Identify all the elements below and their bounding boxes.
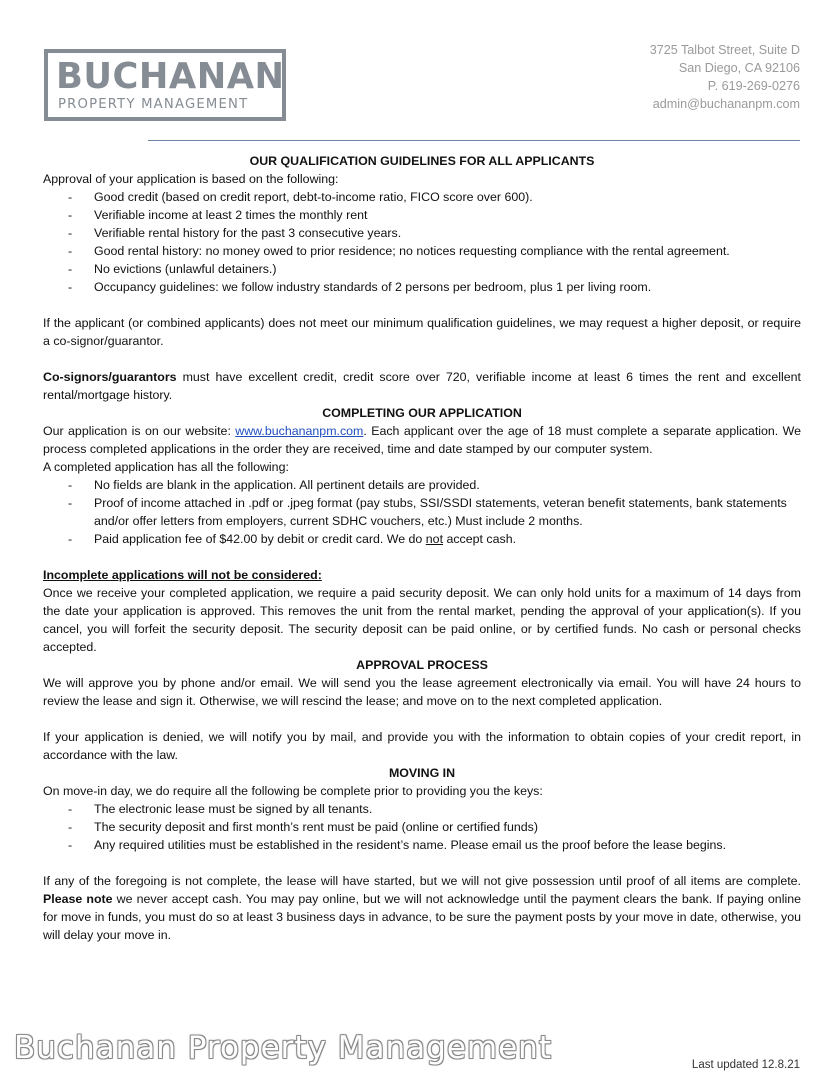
company-logo [44, 49, 286, 121]
incomplete-heading-text: Incomplete applications will not be considered: [43, 568, 322, 582]
denial-paragraph: If your application is denied, we will notify you by mail, and provide you with the information to obtain copies of your credit report, in accordance with the law. [43, 730, 801, 762]
please-note: Please note [43, 892, 113, 906]
approval-paragraph: We will approve you by phone and/or email. We will send you the lease agreement electronically via email. You will have 24 hours to review the lease and sign it. Otherwise, we will rescind the lease; and move on to the next completed application. [43, 676, 801, 708]
completed-application-intro: A completed application has all the following: [43, 460, 289, 474]
higher-deposit-paragraph: If the applicant (or combined applicants) does not meet our minimum qualification guidelines, we may request a higher deposit, or require a co-signor/guarantor. [43, 316, 801, 348]
moving-heading: MOVING IN [388, 766, 456, 780]
cosigner-paragraph [43, 368, 801, 404]
list-item: - Verifiable rental history for the past 3 consecutive years. [43, 224, 801, 242]
list-item: - Good credit (based on credit report, debt-to-income ratio, FICO score over 600). [43, 188, 801, 206]
list-item: - Verifiable income at least 2 times the monthly rent [43, 206, 801, 224]
list-item: - Any required utilities must be established in the resident’s name. Please email us the proof before the lease begins. [43, 836, 801, 854]
list-item: - Good rental history: no money owed to prior residence; no notices requesting compliance with the rental agreement. [43, 242, 801, 260]
list-item: - The security deposit and first month’s rent must be paid (online or certified funds) [43, 818, 801, 836]
fee-text-before: Paid application fee of $42.00 by debit or credit card. We do [94, 532, 426, 546]
header-divider [148, 140, 800, 141]
last-updated: Last updated 12.8.21 [691, 1059, 800, 1071]
final-paragraph [43, 872, 801, 944]
logo-name: BUCHANAN [56, 56, 285, 97]
final-text-after: we never accept cash. You may pay online, but we will not acknowledge until the payment clears the bank. If paying online for move in funds, you must do so at least 3 business days in advance, to be sure the payment posts by your move in date, otherwise, you will delay your move in. [43, 892, 801, 942]
watermark: Buchanan Property Management [14, 1030, 552, 1066]
fee-text-after: accept cash. [443, 532, 517, 546]
page-title: OUR QUALIFICATION GUIDELINES FOR ALL APPLICANTS [249, 154, 595, 168]
website-text-before: Our application is on our website: [43, 424, 236, 438]
approval-heading: APPROVAL PROCESS [356, 658, 488, 672]
cosigner-text: must have excellent credit, credit score over 720, verifiable income at least 6 times the rent and excellent rental/mortgage history. [43, 370, 801, 402]
list-item [43, 530, 801, 548]
criteria-list [43, 188, 801, 296]
logo-subtitle: PROPERTY MANAGEMENT [58, 97, 249, 112]
completing-heading: COMPLETING OUR APPLICATION [322, 406, 522, 420]
list-item: - Occupancy guidelines: we follow industry standards of 2 persons per bedroom, plus 1 per living room. [43, 278, 801, 296]
website-link[interactable]: www.buchananpm.com [235, 424, 364, 438]
list-item: - No fields are blank in the application. All pertinent details are provided. [43, 476, 801, 494]
moving-intro: On move-in day, we do require all the following be complete prior to providing you the keys: [43, 784, 543, 798]
contact-street: 3725 Talbot Street, Suite D [649, 43, 800, 57]
website-paragraph [43, 422, 801, 458]
list-item: - Proof of income attached in .pdf or .jpeg format (pay stubs, SSI/SSDI statements, veteran benefit statements, bank statements and/or offer letters from employers, current SDHC vouchers, etc.) Must include 2 months. [43, 494, 801, 530]
approval-intro: Approval of your application is based on the following: [43, 172, 339, 186]
application-requirements-list [43, 476, 801, 548]
document-body [43, 152, 801, 944]
website-text-after: . Each applicant over the age of 18 must complete a separate application. We process completed applications in the order they are received, time and date stamped by our computer system. [43, 424, 801, 456]
list-item: - The electronic lease must be signed by all tenants. [43, 800, 801, 818]
cosigner-label: Co-signors/guarantors [43, 370, 177, 384]
fee-not: not [425, 532, 444, 546]
contact-city: San Diego, CA 92106 [678, 61, 800, 75]
contact-block [650, 41, 800, 113]
contact-phone: P. 619-269-0276 [707, 79, 800, 93]
incomplete-paragraph: Once we receive your completed application, we require a paid security deposit. We can only hold units for a maximum of 14 days from the date your application is approved. This removes the unit from the rental market, pending the approval of your application(s). If you cancel, you will forfeit the security deposit. The security deposit can be paid online, or by certified funds. No cash or personal checks accepted. [43, 586, 801, 654]
final-text-before: If any of the foregoing is not complete, the lease will have started, but we will not give possession until proof of all items are complete. [43, 874, 801, 888]
incomplete-heading [43, 566, 801, 584]
list-item: - No evictions (unlawful detainers.) [43, 260, 801, 278]
contact-email[interactable]: admin@buchananpm.com [652, 97, 800, 111]
move-in-list [43, 800, 801, 854]
